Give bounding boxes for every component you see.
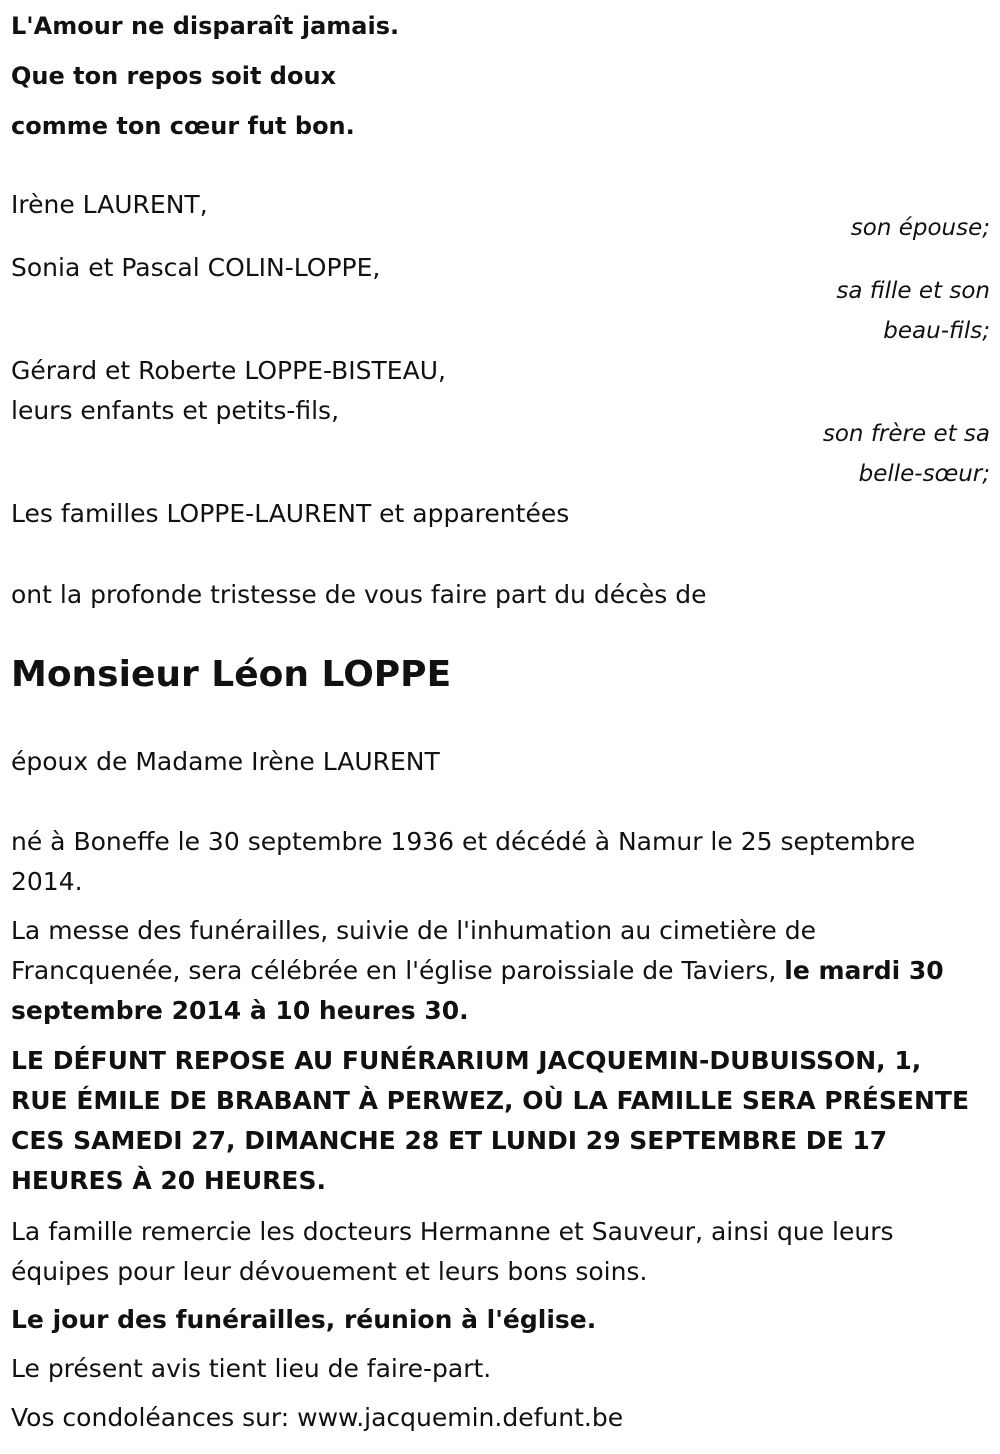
brother-name: Gérard et Roberte LOPPE-BISTEAU, [11, 356, 446, 385]
daughter-relation-line-2: beau-fils; [883, 318, 990, 344]
funerarium-notice: LE DÉFUNT REPOSE AU FUNÉRARIUM JACQUEMIN-DUBUISSON, 1, RUE ÉMILE DE BRABANT À PERWEZ, OÙ LA FAMILLE SERA PRÉSENTE CES SAMEDI 27, DIMANCHE 28 ET LUNDI 29 SEPTEMBRE DE 17 HEURES À 20 HEURES. [11, 1046, 970, 1195]
spouse-of: époux de Madame Irène LAURENT [11, 747, 440, 776]
verse-line-2: Que ton repos soit doux [11, 62, 337, 90]
mass-paragraph [11, 911, 986, 1031]
wife-relation: son épouse; [850, 215, 990, 241]
thanks-paragraph: La famille remercie les docteurs Hermanne et Sauveur, ainsi que leurs équipes pour leur dévouement et leurs bons soins. [11, 1217, 894, 1286]
verse-line-3: comme ton cœur fut bon. [11, 112, 355, 140]
mass-text: La messe des funérailles, suivie de l'inhumation au cimetière de Francquenée, sera célébrée en l'église paroissiale de Taviers, [11, 916, 816, 985]
brother-relation-line-1: son frère et sa [822, 421, 990, 447]
wife-name: Irène LAURENT, [11, 190, 208, 219]
verse-line-1: L'Amour ne disparaît jamais. [11, 12, 400, 40]
families-line: Les familles LOPPE-LAURENT et apparentées [11, 499, 570, 528]
daughter-name: Sonia et Pascal COLIN-LOPPE, [11, 253, 381, 282]
mass-date: le mardi 30 septembre 2014 à 10 heures 30. [11, 956, 944, 1025]
condolences-line: Vos condoléances sur: www.jacquemin.defunt.be [11, 1403, 624, 1432]
notice-line: Le présent avis tient lieu de faire-part. [11, 1354, 492, 1383]
brother-children: leurs enfants et petits-fils, [11, 396, 340, 425]
announcement-intro: ont la profonde tristesse de vous faire part du décès de [11, 580, 707, 609]
daughter-relation-line-1: sa fille et son [836, 278, 990, 304]
brother-relation-line-2: belle-sœur; [858, 461, 990, 487]
birth-death: né à Boneffe le 30 septembre 1936 et décédé à Namur le 25 septembre 2014. [11, 827, 916, 896]
meeting-line: Le jour des funérailles, réunion à l'église. [11, 1305, 597, 1334]
deceased-name: Monsieur Léon LOPPE [11, 654, 452, 695]
